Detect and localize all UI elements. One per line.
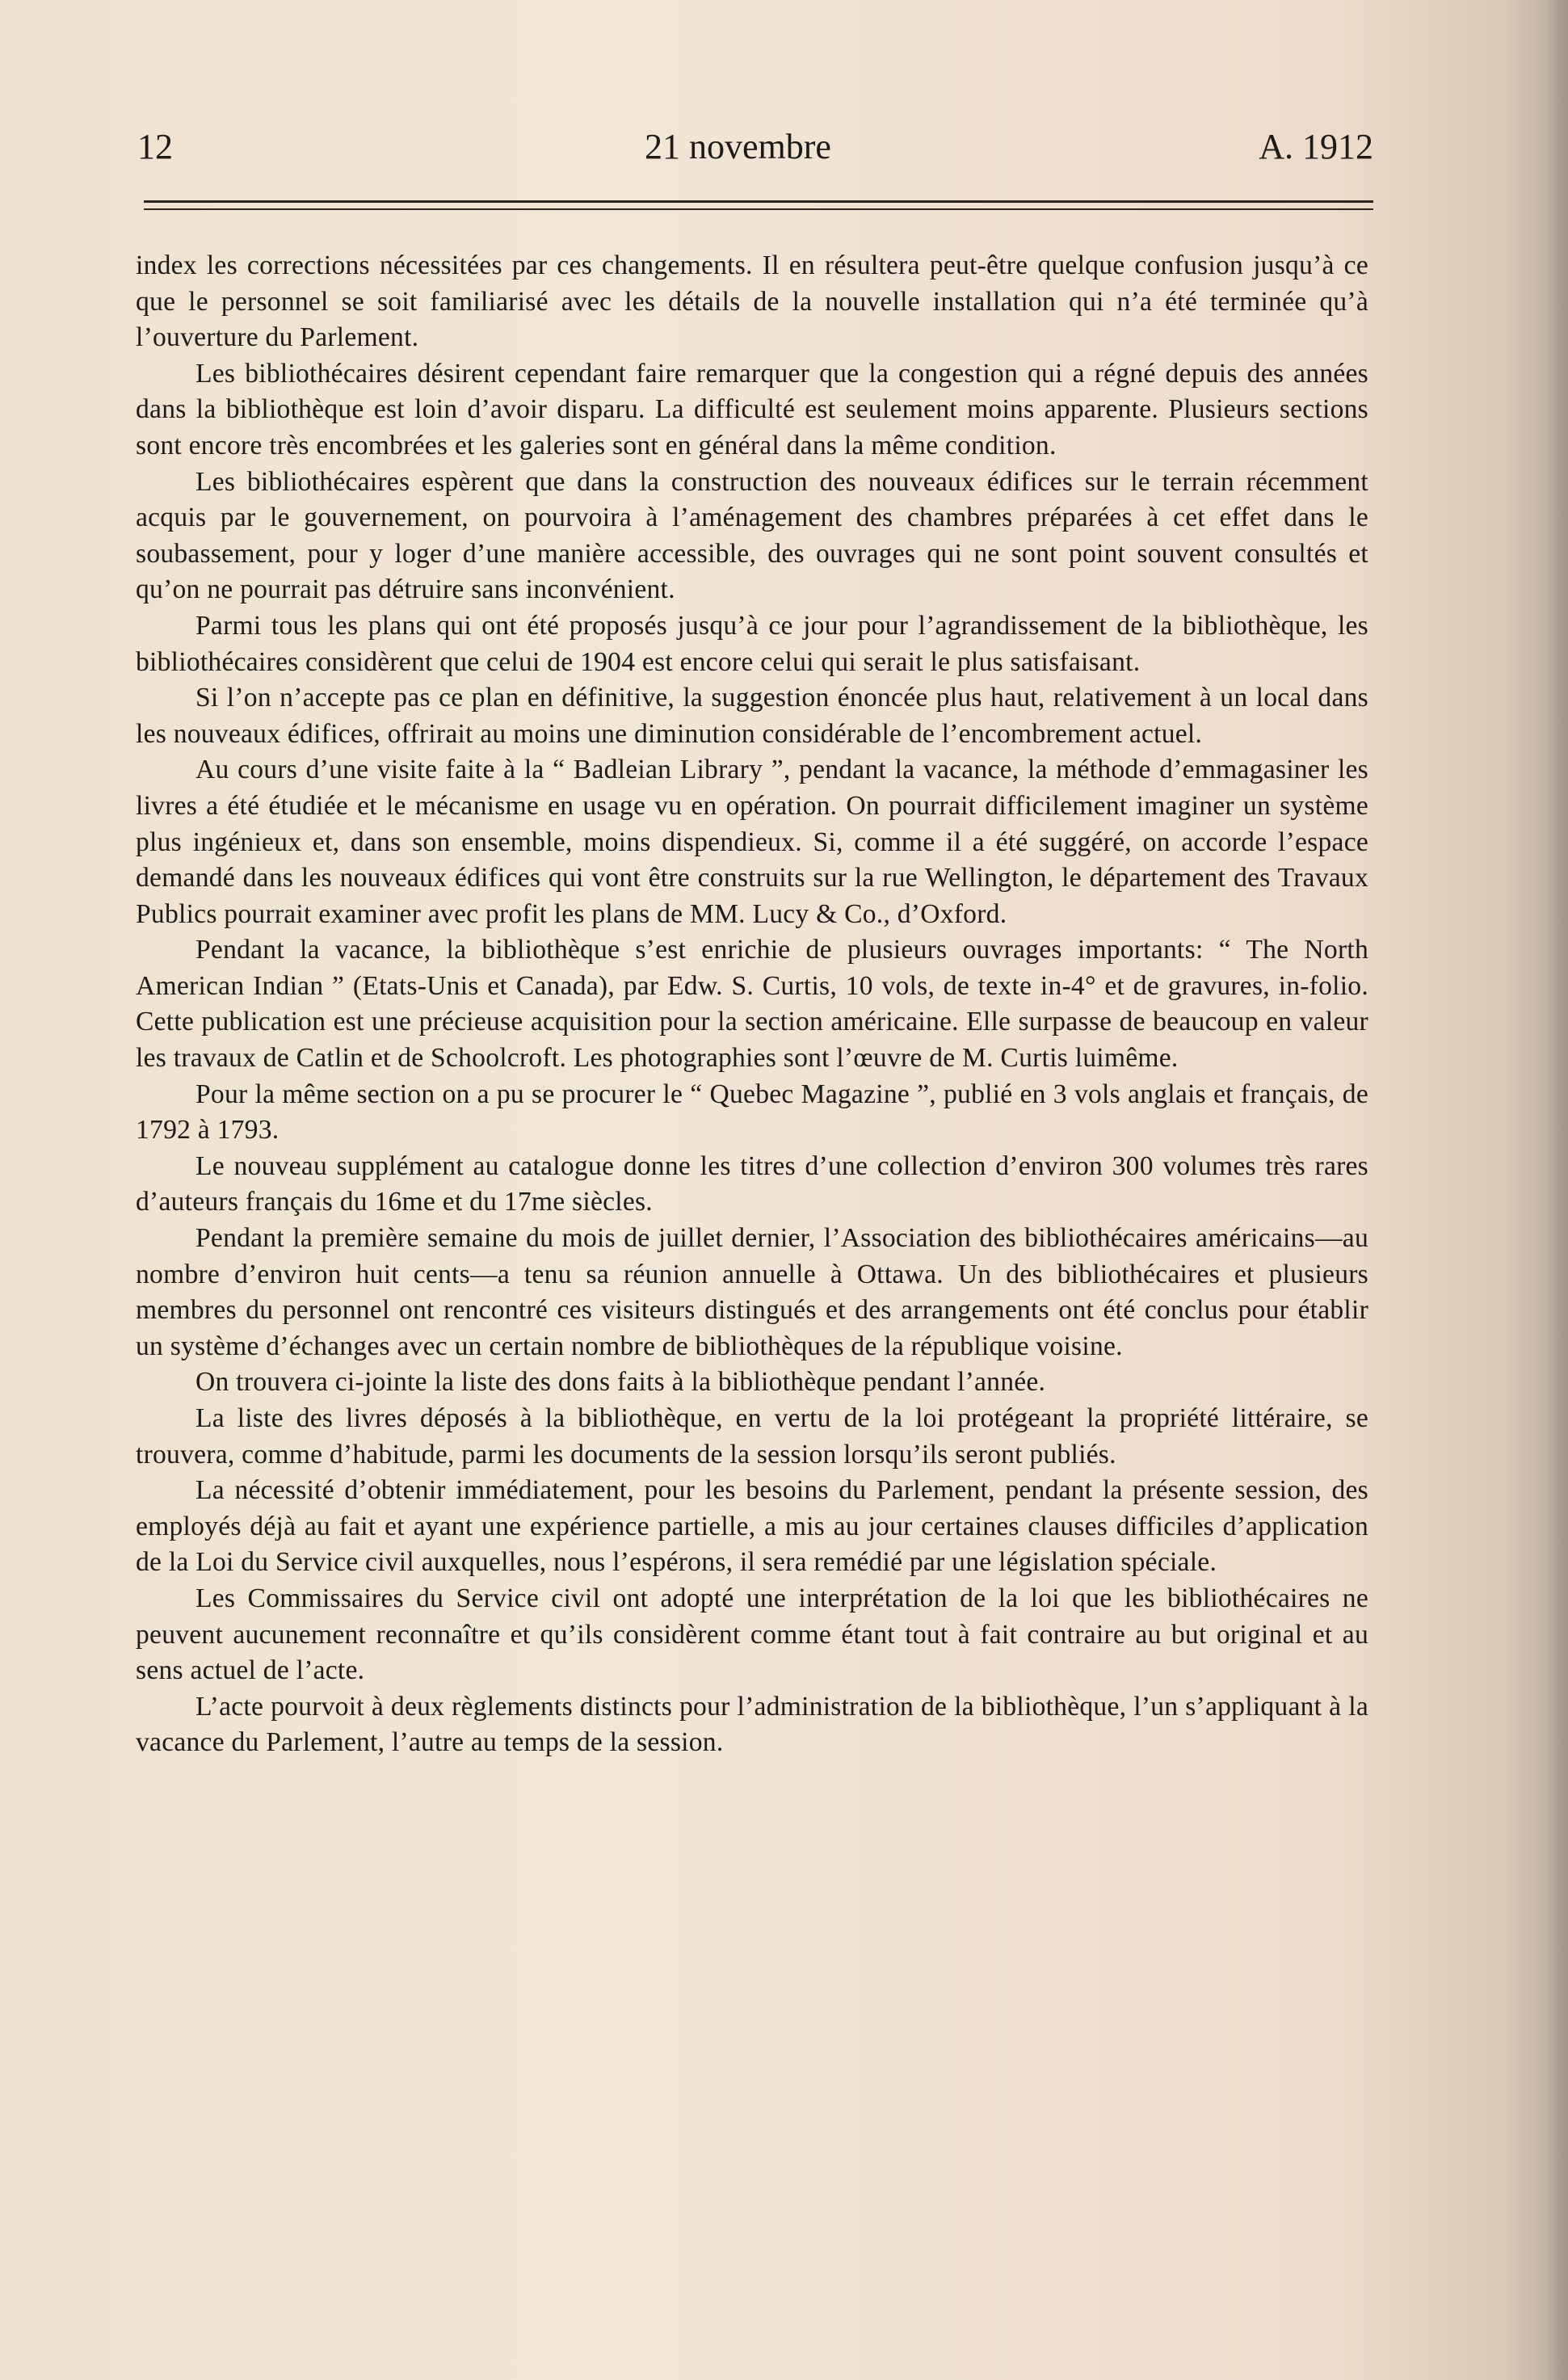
paragraph: Pendant la vacance, la bibliothèque s’est enrichie de plusieurs ouvrages importants: “ The North American Indian ” (Etats-Unis et Canada), par Edw. S. Curtis, 10 vols, de texte in-4° et de gravures, in-folio. Cette publication est une précieuse acquisition pour la section américaine. Elle surpasse de beaucoup en valeur les travaux de Catlin et de Schoolcroft. Les photographies sont l’œuvre de M. Curtis luimême. (136, 935, 1368, 1074)
paragraph: index les corrections nécessitées par ces changements. Il en résultera peut-être quelque confusion jusqu’à ce que le personnel se soit familiarisé avec les détails de la nouvelle installation qui n’a été terminée qu’à l’ouverture du Parlement. (136, 250, 1368, 353)
header-date: 21 novembre (645, 127, 831, 166)
paragraph: Au cours d’une visite faite à la “ Badleian Library ”, pendant la vacance, la méthode d’emmagasiner les livres a été étudiée et le mécanisme en usage vu en opération. On pourrait difficilement imaginer un système plus ingénieux et, dans son ensemble, moins dispendieux. Si, comme il a été suggéré, on accorde l’espace demandé dans les nouveaux édifices qui vont être construits sur la rue Wellington, le département des Travaux Publics pourrait examiner avec profit les plans de MM. Lucy & Co., d’Oxford. (136, 755, 1368, 929)
paragraph: L’acte pourvoit à deux règlements distincts pour l’administration de la bibliothèque, l’un s’appliquant à la vacance du Parlement, l’autre au temps de la session. (136, 1691, 1368, 1758)
header-rule-thin (144, 208, 1373, 210)
running-header (137, 120, 1373, 176)
paragraph: Si l’on n’accepte pas ce plan en définitive, la suggestion énoncée plus haut, relativement à un local dans les nouveaux édifices, offrirait au moins une diminution considérable de l’encombrement actuel. (136, 683, 1368, 749)
paragraph: Les Commissaires du Service civil ont adopté une interprétation de la loi que les bibliothécaires ne peuvent aucunement reconnaître et qu’ils considèrent comme étant tout à fait contraire au but original et au sens actuel de l’acte. (136, 1583, 1368, 1686)
page-edge-shadow (1544, 0, 1568, 2380)
header-year: A. 1912 (1259, 127, 1373, 166)
page-number: 12 (137, 127, 173, 166)
paragraph: On trouvera ci-jointe la liste des dons faits à la bibliothèque pendant l’année. (195, 1367, 1046, 1398)
paragraph: Le nouveau supplément au catalogue donne les titres d’une collection d’environ 300 volumes très rares d’auteurs français du 16me et du 17me siècles. (136, 1150, 1368, 1217)
body-text (136, 248, 1368, 1761)
paragraph: Les bibliothécaires espèrent que dans la construction des nouveaux édifices sur le terrain récemment acquis par le gouvernement, on pourvoira à l’aménagement des chambres préparées à cet effet dans le soubassement, pour y loger d’une manière accessible, des ouvrages qui ne sont point souvent consultés et qu’on ne pourrait pas détruire sans inconvénient. (136, 466, 1368, 605)
paragraph: Pour la même section on a pu se procurer le “ Quebec Magazine ”, publié en 3 vols anglais et français, de 1792 à 1793. (136, 1079, 1368, 1146)
paragraph: Parmi tous les plans qui ont été proposés jusqu’à ce jour pour l’agrandissement de la bibliothèque, les bibliothécaires considèrent que celui de 1904 est encore celui qui serait le plus satisfaisant. (136, 610, 1368, 677)
header-rule-thick (144, 200, 1373, 203)
paragraph: La nécessité d’obtenir immédiatement, pour les besoins du Parlement, pendant la présente session, des employés déjà au fait et ayant une expérience partielle, a mis au jour certaines clauses difficiles d’application de la Loi du Service civil auxquelles, nous l’espérons, il sera remédié par une législation spéciale. (136, 1475, 1368, 1578)
paragraph: La liste des livres déposés à la bibliothèque, en vertu de la loi protégeant la propriété littéraire, se trouvera, comme d’habitude, parmi les documents de la session lorsqu’ils seront publiés. (136, 1403, 1368, 1470)
paragraph: Les bibliothécaires désirent cependant faire remarquer que la congestion qui a régné depuis des années dans la bibliothèque est loin d’avoir disparu. La difficulté est seulement moins apparente. Plusieurs sections sont encore très encombrées et les galeries sont en général dans la même condition. (136, 358, 1368, 460)
paragraph: Pendant la première semaine du mois de juillet dernier, l’Association des bibliothécaires américains—au nombre d’environ huit cents—a tenu sa réunion annuelle à Ottawa. Un des bibliothécaires et plusieurs membres du personnel ont rencontré ces visiteurs distingués et des arrangements ont été conclus pour établir un système d’échanges avec un certain nombre de bibliothèques de la république voisine. (136, 1223, 1368, 1361)
